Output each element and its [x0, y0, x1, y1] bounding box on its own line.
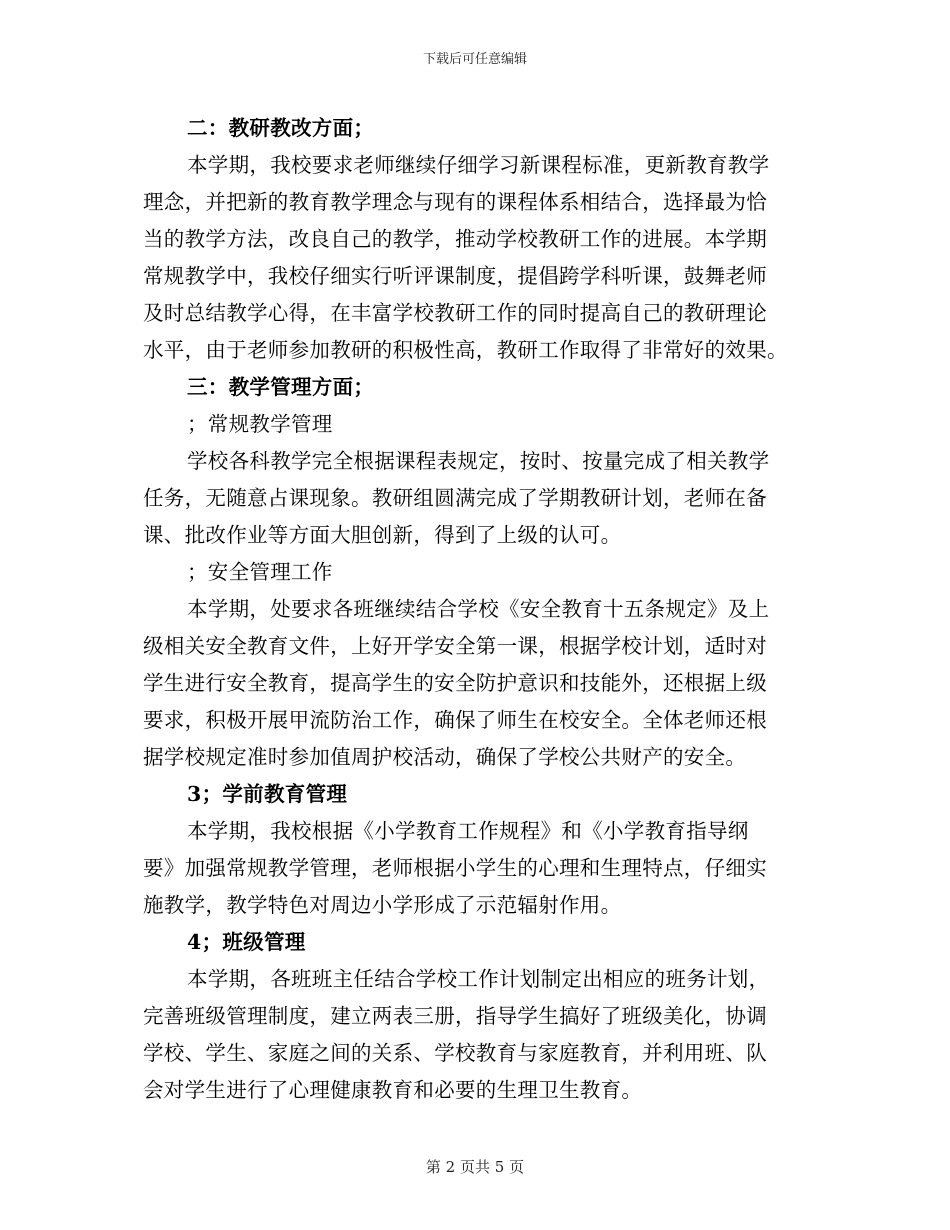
text-line: 当的教学方法，改良自己的教学，推动学校教研工作的进展。本学期: [143, 227, 767, 251]
text-line: 学生进行安全教育，提高学生的安全防护意识和技能外，还根据上级: [143, 671, 767, 695]
section-heading: 4；班级管理: [187, 930, 306, 954]
section-heading: 三：教学管理方面；: [187, 375, 375, 399]
text-line: 本学期，我校要求老师继续仔细学习新课程标准，更新教育教学: [187, 153, 770, 177]
text-line: ；安全管理工作: [187, 560, 333, 584]
text-line: 学校各科教学完全根据课程表规定，按时、按量完成了相关教学: [187, 449, 770, 473]
section-heading: 二：教研教改方面；: [187, 116, 375, 140]
text-line: 本学期，各班班主任结合学校工作计划制定出相应的班务计划，: [187, 967, 770, 991]
text-line: 本学期，我校根据《小学教育工作规程》和《小学教育指导纲: [187, 819, 749, 843]
text-line: 本学期，处要求各班继续结合学校《安全教育十五条规定》及上: [187, 597, 770, 621]
text-line: 据学校规定准时参加值周护校活动，确保了学校公共财产的安全。: [143, 745, 747, 769]
section-heading: 3；学前教育管理: [187, 782, 348, 806]
text-line: 级相关安全教育文件，上好开学安全第一课，根据学校计划，适时对: [143, 634, 767, 658]
text-line: 及时总结教学心得，在丰富学校教研工作的同时提高自己的教研理论: [143, 301, 767, 325]
text-line: 课、批改作业等方面大胆创新，得到了上级的认可。: [143, 523, 622, 547]
text-line: 要求，积极开展甲流防治工作，确保了师生在校安全。全体老师还根: [143, 708, 767, 732]
text-line: 施教学，教学特色对周边小学形成了示范辐射作用。: [143, 893, 622, 917]
text-line: 完善班级管理制度，建立两表三册，指导学生搞好了班级美化，协调: [143, 1004, 767, 1028]
text-line: 要》加强常规教学管理，老师根据小学生的心理和生理特点，仔细实: [143, 856, 767, 880]
text-line: 学校、学生、家庭之间的关系、学校教育与家庭教育，并利用班、队: [143, 1041, 767, 1065]
page-footer: 第 2 页共 5 页: [425, 1158, 525, 1176]
text-line: 理念，并把新的教育教学理念与现有的课程体系相结合，选择最为恰: [143, 190, 767, 214]
text-line: 常规教学中，我校仔细实行听评课制度，提倡跨学科听课，鼓舞老师: [143, 264, 767, 288]
page-header: 下载后可任意编辑: [422, 52, 527, 67]
text-line: 水平，由于老师参加教研的积极性高，教研工作取得了非常好的效果。: [143, 338, 788, 362]
text-line: 会对学生进行了心理健康教育和必要的生理卫生教育。: [143, 1078, 643, 1102]
document-body: [143, 110, 807, 1109]
text-line: 任务，无随意占课现象。教研组圆满完成了学期教研计划，老师在备: [143, 486, 767, 510]
text-line: ；常规教学管理: [187, 412, 333, 436]
